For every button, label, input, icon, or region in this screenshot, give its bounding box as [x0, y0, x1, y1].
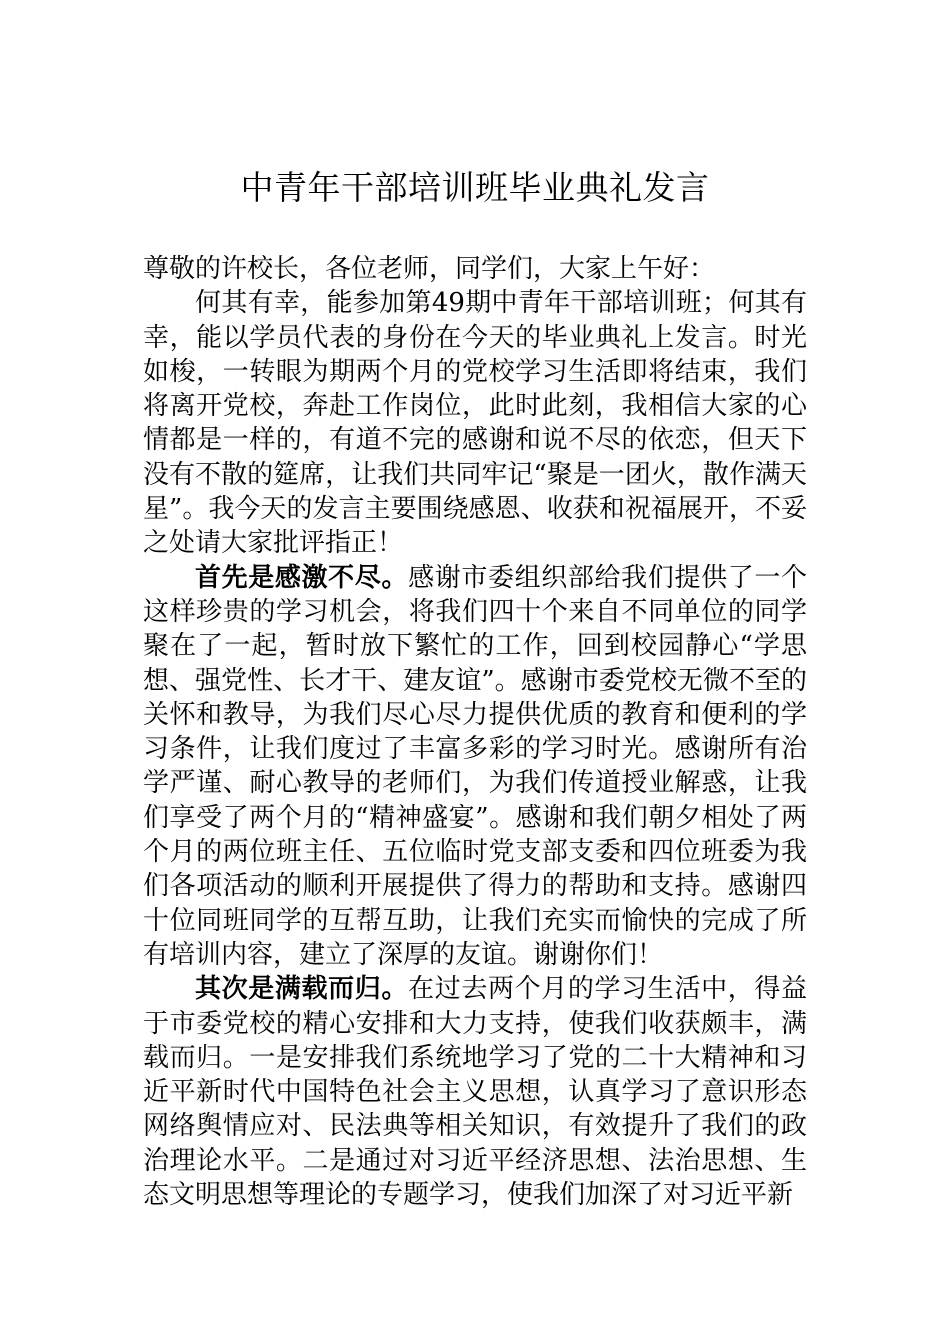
- paragraph-intro: [143, 286, 807, 560]
- document-title: 中青年干部培训班毕业典礼发言: [240, 168, 710, 207]
- paragraph-lead: 其次是满载而归。: [195, 974, 409, 1005]
- document-body: [143, 252, 807, 1212]
- paragraph-lead: 首先是感激不尽。: [195, 562, 409, 593]
- paragraph-harvest: [143, 972, 807, 1212]
- paragraph-gratitude: [143, 561, 807, 973]
- paragraph-text: 感谢市委组织部给我们提供了一个这样珍贵的学习机会，将我们四十个来自不同单位的同学聚在了一起，暂时放下繁忙的工作，回到校园静心“学思想、强党性、长才干、建友谊”。感谢市委党校无微不至的关怀和教导，为我们尽心尽力提供优质的教育和便利的学习条件，让我们度过了丰富多彩的学习时光。感谢所有治学严谨、耐心教导的老师们，为我们传道授业解惑，让我们享受了两个月的“精神盛宴”。感谢和我们朝夕相处了两个月的两位班主任、五位临时党支部支委和四位班委为我们各项活动的顺利开展提供了得力的帮助和支持。感谢四十位同班同学的互帮互助，让我们充实而愉快的完成了所有培训内容，建立了深厚的友谊。谢谢你们！: [143, 562, 807, 970]
- paragraph-text: 在过去两个月的学习生活中，得益于市委党校的精心安排和大力支持，使我们收获颇丰，满载而归。一是安排我们系统地学习了党的二十大精神和习近平新时代中国特色社会主义思想，认真学习了意识形态网络舆情应对、民法典等相关知识，有效提升了我们的政治理论水平。二是通过对习近平经济思想、法治思想、生态文明思想等理论的专题学习，使我们加深了对习近平新: [143, 974, 807, 1211]
- salutation: 尊敬的许校长，各位老师，同学们，大家上午好：: [143, 254, 716, 284]
- paragraph-text: 何其有幸，能参加第49期中青年干部培训班；何其有幸，能以学员代表的身份在今天的毕业典礼上发言。时光如梭，一转眼为期两个月的党校学习生活即将结束，我们将离开党校，奔赴工作岗位，此时此刻，我相信大家的心情都是一样的，有道不完的感谢和说不尽的依恋，但天下没有不散的筵席，让我们共同牢记“聚是一团火，散作满天星”。我今天的发言主要围绕感恩、收获和祝福展开，不妥之处请大家批评指正！: [143, 288, 807, 559]
